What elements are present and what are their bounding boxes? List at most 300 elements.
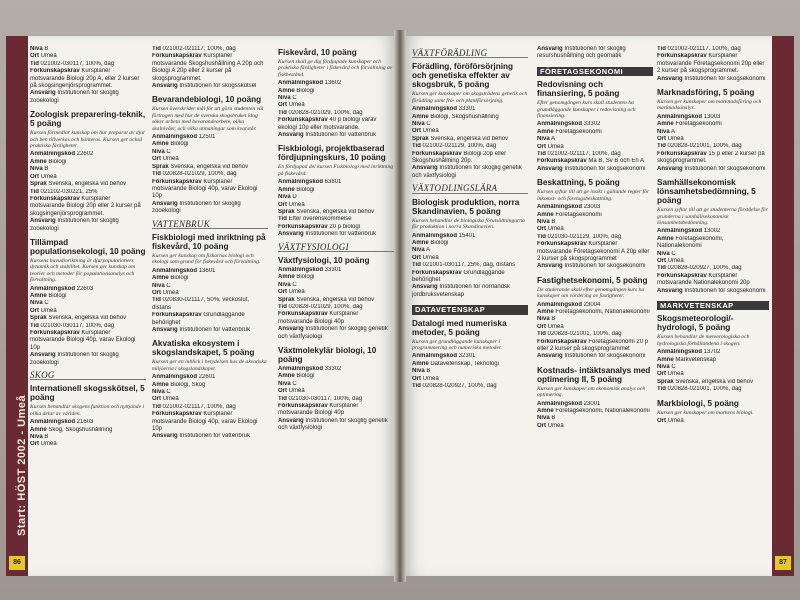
field-key: Ansvarig bbox=[657, 165, 683, 172]
course-field-line bbox=[537, 151, 653, 158]
field-value: 15401 bbox=[457, 232, 476, 239]
course-field-line bbox=[152, 290, 268, 297]
course-field-line bbox=[278, 132, 394, 139]
field-value: C bbox=[424, 121, 431, 128]
section-banner: DATAVETENSKAP bbox=[412, 305, 528, 314]
left-season-band bbox=[6, 36, 28, 576]
course-field-line bbox=[537, 331, 653, 338]
field-value: Umeå bbox=[421, 254, 439, 261]
field-key: Språk bbox=[152, 163, 169, 170]
course-description: Kursen syftar till att ge studenterna förståelse för grunderna i samhällsekonomisk lönsamhetsbedömning. bbox=[657, 207, 768, 226]
course-field-line bbox=[537, 302, 653, 309]
field-key: Ansvarig bbox=[537, 353, 563, 360]
course-field-line bbox=[278, 388, 394, 395]
course-field-line bbox=[30, 166, 146, 173]
column-3 bbox=[278, 46, 394, 566]
field-value: Umeå bbox=[546, 143, 564, 150]
course-entry bbox=[152, 233, 268, 334]
course-entry bbox=[412, 319, 528, 391]
column-5 bbox=[537, 46, 653, 566]
course-field-line bbox=[30, 293, 146, 300]
field-key: Anmälningskod bbox=[412, 106, 458, 113]
course-field-line bbox=[30, 419, 146, 426]
course-field-line bbox=[537, 219, 653, 226]
field-value: Företagsekonomi bbox=[553, 128, 602, 135]
field-value: Kursplaner motsvarande Skogshushållning A 20p och Biologi A 20p eller 2 kurser på skogsprogrammet. bbox=[152, 53, 264, 82]
field-value: Företagsekonomi, Nationalekonomi bbox=[553, 308, 650, 315]
course-field-line bbox=[278, 381, 394, 388]
field-value: C bbox=[164, 148, 171, 155]
field-key: Ämne bbox=[278, 274, 295, 281]
field-key: Ort bbox=[278, 388, 287, 395]
field-key: Anmälningskod bbox=[537, 301, 583, 308]
course-fragment bbox=[537, 46, 653, 61]
field-key: Tid bbox=[278, 395, 287, 402]
course-field-line bbox=[537, 415, 653, 422]
field-key: Ämne bbox=[30, 426, 47, 433]
course-field-line bbox=[278, 274, 394, 281]
course-description: Kursen ger en inblick i betydelsen hos de akvatiska miljöerna i skogslandskapet. bbox=[152, 359, 267, 372]
course-description: En fördjupad del kursen Fiskbiologi med inriktning på fiskevård. bbox=[278, 164, 394, 177]
course-fragment bbox=[657, 46, 769, 83]
field-key: Förkunskapskrav bbox=[30, 330, 80, 336]
field-key: Nivå bbox=[152, 148, 165, 155]
field-key: Nivå bbox=[278, 194, 291, 201]
field-value: 23003 bbox=[582, 204, 601, 211]
field-key: Ort bbox=[152, 289, 161, 296]
field-key: Anmälningskod bbox=[278, 179, 324, 186]
course-field-line bbox=[537, 129, 653, 136]
right-page-number: 87 bbox=[775, 556, 791, 570]
field-value: Institutionen för skogsekonomi bbox=[562, 165, 646, 172]
field-key: Ort bbox=[30, 173, 39, 180]
course-field-line bbox=[537, 166, 653, 173]
course-entry bbox=[152, 95, 268, 215]
field-key: Ansvarig bbox=[412, 165, 438, 172]
course-field-line bbox=[412, 121, 528, 128]
course-field-line bbox=[657, 288, 769, 295]
course-field-line bbox=[412, 270, 528, 285]
column-1 bbox=[30, 46, 146, 566]
course-field-line bbox=[657, 357, 769, 364]
course-title: Förädling, föröförsörjning och genetiska effekter av skogsbruk, 5 poäng bbox=[412, 62, 513, 90]
course-title: Fastighetsekonomi, 5 poäng bbox=[537, 275, 648, 285]
field-key: Ansvarig bbox=[278, 326, 304, 333]
course-field-line bbox=[30, 53, 146, 60]
course-field-line bbox=[412, 240, 528, 247]
course-entry bbox=[657, 178, 769, 295]
field-value: 33302 bbox=[323, 366, 342, 372]
field-value: 13002 bbox=[702, 228, 721, 235]
course-fragment bbox=[30, 46, 146, 105]
course-field-line bbox=[152, 46, 268, 53]
field-key: Ort bbox=[657, 418, 666, 425]
field-value: Institutionen för vattenbruk bbox=[303, 132, 377, 139]
course-title: Samhällsekonomisk lönsamhetsbedömning, 5 poäng bbox=[657, 178, 756, 206]
course-field-line bbox=[537, 212, 653, 219]
field-value: Umeå bbox=[546, 422, 564, 429]
field-value: Företagsekonomi bbox=[673, 121, 722, 128]
course-field-line bbox=[657, 379, 769, 386]
course-field-line bbox=[537, 144, 653, 151]
course-description: Kursen ger kunskaper om ekonomisk analys och optimering. bbox=[537, 385, 646, 399]
course-field-line bbox=[278, 231, 394, 238]
course-field-line bbox=[152, 275, 268, 282]
course-field-line bbox=[657, 143, 769, 150]
field-value: 021002-021117, 100%, dag bbox=[665, 46, 741, 52]
field-key: Språk bbox=[412, 135, 429, 142]
course-field-line bbox=[152, 171, 268, 178]
field-key: Tid bbox=[152, 171, 161, 178]
course-description: Efter genomgången kurs skall studenten ha grundläggande kunskaper i redovisning och finansiering. bbox=[537, 100, 636, 120]
course-field-line bbox=[537, 234, 653, 241]
course-title: Skogsmeteorologi/-hydrologi, 5 poäng bbox=[657, 314, 734, 333]
course-field-line bbox=[657, 114, 769, 121]
field-key: Förkunskapskrav bbox=[278, 403, 328, 410]
course-field-line bbox=[278, 366, 394, 373]
field-value: Umeå bbox=[287, 102, 305, 109]
column-4 bbox=[412, 46, 528, 566]
field-value: Umeå bbox=[287, 388, 305, 395]
field-value: Institutionen för skoglig genetik och växtfysiologi bbox=[278, 417, 388, 432]
field-value: Biologi bbox=[294, 87, 315, 94]
field-value: Umeå bbox=[161, 396, 179, 403]
course-field-line bbox=[152, 404, 268, 411]
field-key: Ämne bbox=[412, 113, 429, 120]
course-field-line bbox=[537, 204, 653, 211]
course-field-line bbox=[657, 371, 769, 378]
course-field-line bbox=[152, 83, 268, 90]
course-title: Tillämpad populationsekologi, 10 poäng bbox=[30, 237, 146, 256]
field-key: Nivå bbox=[278, 281, 291, 288]
field-value: A bbox=[424, 247, 431, 254]
field-key: Tid bbox=[278, 303, 287, 310]
field-value: 020828-020927, 100%, dag bbox=[420, 383, 497, 389]
field-value: Efter överenskommelse bbox=[286, 216, 352, 223]
course-field-line bbox=[537, 226, 653, 233]
field-value: Biologi bbox=[428, 239, 449, 246]
course-title: Bevarandebiologi, 10 poäng bbox=[152, 95, 262, 105]
field-key: Nivå bbox=[412, 121, 425, 128]
course-title: Fiskbiologi, projektbaserad fördjupningskurs, 10 poäng bbox=[278, 144, 386, 163]
field-value: Biologi bbox=[294, 186, 315, 193]
course-field-line bbox=[278, 224, 394, 231]
field-key: Anmälningskod bbox=[30, 151, 76, 158]
course-field-line bbox=[278, 289, 394, 296]
course-entry bbox=[537, 80, 653, 173]
section-heading: VÄXTFÖRÄDLING bbox=[412, 50, 528, 58]
course-field-line bbox=[152, 179, 268, 201]
course-field-line bbox=[152, 201, 268, 216]
course-field-line bbox=[30, 181, 146, 188]
field-value: Datavetenskap, Teknologi bbox=[428, 360, 499, 367]
field-value: C bbox=[164, 389, 171, 396]
field-key: Ort bbox=[537, 226, 546, 233]
field-value: Institutionen för skoglig resurshushållning och geomatik bbox=[537, 46, 626, 60]
field-value: 32301 bbox=[457, 353, 476, 360]
course-description: Kursen ger kunskaper om marknadsföring och marknadsanalys. bbox=[657, 99, 762, 112]
field-value: Kursplaner motsvarande Biologi 40p bbox=[278, 311, 359, 325]
field-value: 021002-021117, 100%, dag bbox=[160, 403, 236, 410]
course-fragment bbox=[152, 46, 268, 90]
field-value: B bbox=[549, 218, 556, 225]
course-field-line bbox=[412, 114, 528, 121]
course-field-line bbox=[278, 110, 394, 117]
field-key: Ämne bbox=[657, 121, 674, 128]
field-value: Biologi 20p eller Skogshushållning 20p. bbox=[412, 150, 507, 165]
field-key: Nivå bbox=[657, 128, 670, 135]
course-field-line bbox=[30, 61, 146, 68]
field-key: Tid bbox=[152, 403, 161, 410]
course-field-line bbox=[537, 324, 653, 331]
field-key: Förkunskapskrav bbox=[278, 311, 328, 318]
field-key: Förkunskapskrav bbox=[537, 338, 587, 345]
course-field-line bbox=[537, 339, 653, 354]
field-value: Umeå bbox=[666, 371, 684, 378]
field-value: Umeå bbox=[39, 307, 57, 314]
section-heading: VÄXTFYSIOLOGI bbox=[278, 244, 394, 252]
course-description: Kursen behandlar de biologiska förutsättningarna för produktion i norra Skandinavien. bbox=[412, 217, 525, 231]
course-field-line bbox=[412, 284, 528, 299]
course-field-line bbox=[152, 297, 268, 312]
course-description: Kursen ger kunskaper om skogsträdens genetik och förädling samt frö- och plantförsörjning. bbox=[412, 91, 528, 104]
section-heading: VATTENBRUK bbox=[152, 221, 268, 229]
field-value: C bbox=[290, 281, 297, 288]
field-key: Ansvarig bbox=[152, 83, 178, 90]
course-title: Datalogi med numeriska metoder, 5 poäng bbox=[412, 318, 507, 337]
course-title: Internationell skogsskötsel, 5 poäng bbox=[30, 384, 145, 403]
field-value: Kursplaner motsvarande Biologi 40p, varav Ekologi 10p bbox=[30, 330, 136, 351]
field-key: Språk bbox=[278, 296, 295, 303]
field-value: Biologi, Skog bbox=[168, 381, 206, 388]
field-key: Ansvarig bbox=[278, 132, 304, 139]
course-field-line bbox=[30, 427, 146, 434]
field-key: Tid bbox=[152, 46, 161, 52]
field-key: Ort bbox=[30, 53, 39, 60]
field-key: Språk bbox=[30, 315, 47, 322]
course-field-line bbox=[278, 187, 394, 194]
field-value: Svenska, engelska vid behov bbox=[168, 163, 249, 170]
course-entry bbox=[152, 339, 268, 440]
course-field-line bbox=[30, 90, 146, 105]
course-title: Fiskbiologi med inriktning på fiskevård, 10 poäng bbox=[152, 232, 266, 251]
field-key: Ämne bbox=[278, 87, 295, 94]
field-key: Tid bbox=[537, 151, 546, 158]
course-field-line bbox=[657, 46, 769, 53]
course-field-line bbox=[537, 353, 653, 360]
course-entry bbox=[537, 276, 653, 361]
course-entry bbox=[657, 399, 769, 426]
column-2 bbox=[152, 46, 268, 566]
field-key: Ort bbox=[537, 323, 546, 330]
course-field-line bbox=[278, 88, 394, 95]
field-key: Ort bbox=[537, 422, 546, 429]
field-value: Umeå bbox=[39, 441, 57, 448]
field-value: Kursplaner motsvarande Biologi 20p A, eller 2 kurser på skogsingenjörsprogrammet. bbox=[30, 68, 140, 90]
field-value: Umeå bbox=[546, 226, 564, 233]
field-value: 021002-021129, 100%, dag bbox=[420, 143, 497, 150]
course-field-line bbox=[30, 323, 146, 330]
course-field-line bbox=[152, 149, 268, 156]
field-key: Ämne bbox=[30, 292, 47, 299]
field-key: Språk bbox=[278, 208, 295, 215]
field-value: Institutionen för skoglig zooekologi bbox=[30, 90, 119, 104]
field-key: Anmälningskod bbox=[152, 267, 198, 274]
course-entry bbox=[657, 314, 769, 393]
field-key: Ämne bbox=[657, 356, 674, 363]
course-field-line bbox=[278, 102, 394, 109]
field-key: Anmälningskod bbox=[152, 374, 198, 381]
course-description: De studerande skall efter genomgången kurs ha kunskaper om värdering av fastigheter. bbox=[537, 286, 645, 300]
course-field-line bbox=[657, 76, 769, 83]
course-field-line bbox=[657, 228, 769, 235]
course-field-line bbox=[537, 408, 653, 415]
field-value: C bbox=[290, 380, 297, 387]
field-value: 40 p biologi varav ekologi 10p eller motsvarande. bbox=[278, 117, 377, 131]
course-field-line bbox=[657, 349, 769, 356]
field-value: Företagsekonomi, Nationalekonomi bbox=[553, 408, 650, 415]
course-title: Markbiologi, 5 poäng bbox=[657, 398, 739, 408]
course-field-line bbox=[30, 68, 146, 90]
field-value: C bbox=[42, 300, 49, 307]
course-field-line bbox=[152, 389, 268, 396]
field-key: Tid bbox=[278, 216, 287, 223]
field-value: Svenska, engelska vid behov bbox=[46, 315, 127, 322]
course-field-line bbox=[657, 136, 769, 143]
field-key: Ansvarig bbox=[537, 46, 563, 52]
field-value: 020828-021029, 100%, dag bbox=[286, 303, 363, 310]
field-value: 020828-020927, 100%, dag bbox=[665, 265, 742, 272]
course-field-line bbox=[152, 396, 268, 403]
course-field-line bbox=[657, 364, 769, 371]
field-value: Umeå bbox=[161, 289, 179, 296]
field-key: Ansvarig bbox=[30, 352, 56, 359]
course-field-line bbox=[30, 308, 146, 315]
field-key: Ämne bbox=[537, 211, 554, 218]
field-value: 13602 bbox=[323, 80, 342, 87]
field-key: Nivå bbox=[657, 250, 670, 257]
field-value: 33301 bbox=[457, 106, 476, 113]
field-value: 021102-030221, 25% bbox=[38, 188, 98, 195]
course-entry bbox=[657, 88, 769, 173]
course-field-line bbox=[537, 136, 653, 143]
field-value: Institutionen för skogsekonomi bbox=[682, 75, 766, 82]
field-key: Språk bbox=[657, 378, 674, 385]
field-key: Nivå bbox=[278, 95, 291, 102]
course-entry bbox=[537, 366, 653, 430]
field-value: Umeå bbox=[287, 289, 305, 296]
field-value: Institutionen för norrländsk jordbruksvetenskap bbox=[412, 284, 511, 298]
field-key: Nivå bbox=[657, 364, 670, 370]
course-field-line bbox=[278, 117, 394, 132]
course-description: Kursens huvudinriktning är djurpopulationers dynamik och stabilitet. Kursen ger kunskap om teorier och metoder för populationsanalys och förvaltning. bbox=[30, 257, 136, 284]
field-value: Institutionen för skogsekonomi bbox=[682, 165, 766, 172]
course-field-line bbox=[657, 251, 769, 258]
field-value: A bbox=[549, 136, 556, 143]
field-value: C bbox=[669, 250, 676, 257]
field-key: Ort bbox=[657, 136, 666, 143]
field-value: Biologi bbox=[294, 373, 315, 380]
field-value: D bbox=[290, 194, 297, 201]
field-value: 020828-021029, 100%, dag bbox=[160, 171, 237, 178]
field-key: Ansvarig bbox=[152, 327, 178, 333]
course-field-line bbox=[30, 218, 146, 233]
field-value: Institutionen för skoglig genetik och växtfysiologi bbox=[412, 165, 522, 179]
field-key: Nivå bbox=[278, 380, 291, 387]
field-key: Tid bbox=[657, 143, 666, 150]
field-key: Ort bbox=[152, 156, 161, 163]
field-value: Institutionen för skoglig zooekologi bbox=[30, 218, 119, 232]
field-key: Anmälningskod bbox=[278, 266, 324, 273]
course-title: Fiskevård, 10 poäng bbox=[278, 48, 357, 57]
field-key: Nivå bbox=[152, 282, 165, 289]
field-value: Umeå bbox=[666, 136, 684, 143]
course-entry bbox=[30, 238, 146, 367]
field-value: C bbox=[290, 95, 297, 102]
field-key: Ort bbox=[657, 257, 666, 264]
field-key: Nivå bbox=[30, 434, 43, 441]
field-key: Anmälningskod bbox=[152, 134, 198, 141]
section-heading: SKOG bbox=[30, 372, 146, 380]
course-field-line bbox=[278, 373, 394, 380]
field-value: B bbox=[549, 415, 556, 422]
course-field-line bbox=[537, 401, 653, 408]
field-key: Tid bbox=[657, 265, 666, 272]
field-key: Anmälningskod bbox=[412, 353, 458, 360]
field-value: 13003 bbox=[702, 113, 721, 120]
course-field-line bbox=[657, 273, 769, 288]
section-banner: MARKVETENSKAP bbox=[657, 301, 769, 310]
left-page-number: 86 bbox=[9, 556, 25, 570]
course-field-line bbox=[537, 158, 653, 165]
course-field-line bbox=[152, 156, 268, 163]
field-value: Ma B, Sv B och En A bbox=[586, 158, 645, 165]
section-heading: VÄXTODLINGSLÄRA bbox=[412, 185, 528, 193]
field-key: Ämne bbox=[537, 408, 554, 415]
field-value: 13601 bbox=[197, 267, 216, 274]
field-key: Ämne bbox=[278, 373, 295, 380]
field-key: Ansvarig bbox=[278, 231, 304, 238]
course-title: Biologisk produktion, norra Skandinavien, 5 poäng bbox=[412, 197, 520, 216]
field-value: 020830-021117, 50%, veckoslut, distans bbox=[152, 297, 250, 311]
field-value: Institutionen för skogsekonomi bbox=[682, 287, 766, 294]
course-field-line bbox=[278, 282, 394, 289]
field-key: Ämne bbox=[657, 235, 674, 242]
course-description: Kursen ger grundläggande kunskaper i programmering och numeriska metoder. bbox=[412, 338, 502, 351]
field-value: 021001-030117, 25%, dag, distans bbox=[420, 262, 516, 269]
course-title: Marknadsföring, 5 poäng bbox=[657, 88, 755, 98]
column-6 bbox=[657, 46, 769, 566]
field-value: Institutionen för skogsskötsel bbox=[177, 83, 257, 90]
field-value: B bbox=[549, 316, 556, 323]
field-key: Ämne bbox=[152, 381, 169, 388]
course-field-line bbox=[30, 434, 146, 441]
field-key: Anmälningskod bbox=[537, 400, 583, 407]
field-key: Ämne bbox=[152, 141, 169, 148]
field-key: Förkunskapskrav bbox=[30, 68, 80, 75]
field-key: Tid bbox=[657, 386, 666, 393]
field-key: Förkunskapskrav bbox=[152, 178, 202, 185]
field-key: Tid bbox=[657, 46, 666, 52]
course-title: Växtmolekylär biologi, 10 poäng bbox=[278, 346, 377, 364]
field-key: Ansvarig bbox=[152, 200, 178, 207]
field-value: Företagsekonomi 20 p eller 2 kurser på skogsprogrammet bbox=[537, 338, 649, 352]
field-key: Nivå bbox=[537, 316, 550, 323]
course-field-line bbox=[278, 179, 394, 186]
field-value: 020828-021029, 100%, dag bbox=[286, 109, 363, 116]
field-value: 22601 bbox=[197, 374, 216, 381]
course-field-line bbox=[657, 151, 769, 166]
